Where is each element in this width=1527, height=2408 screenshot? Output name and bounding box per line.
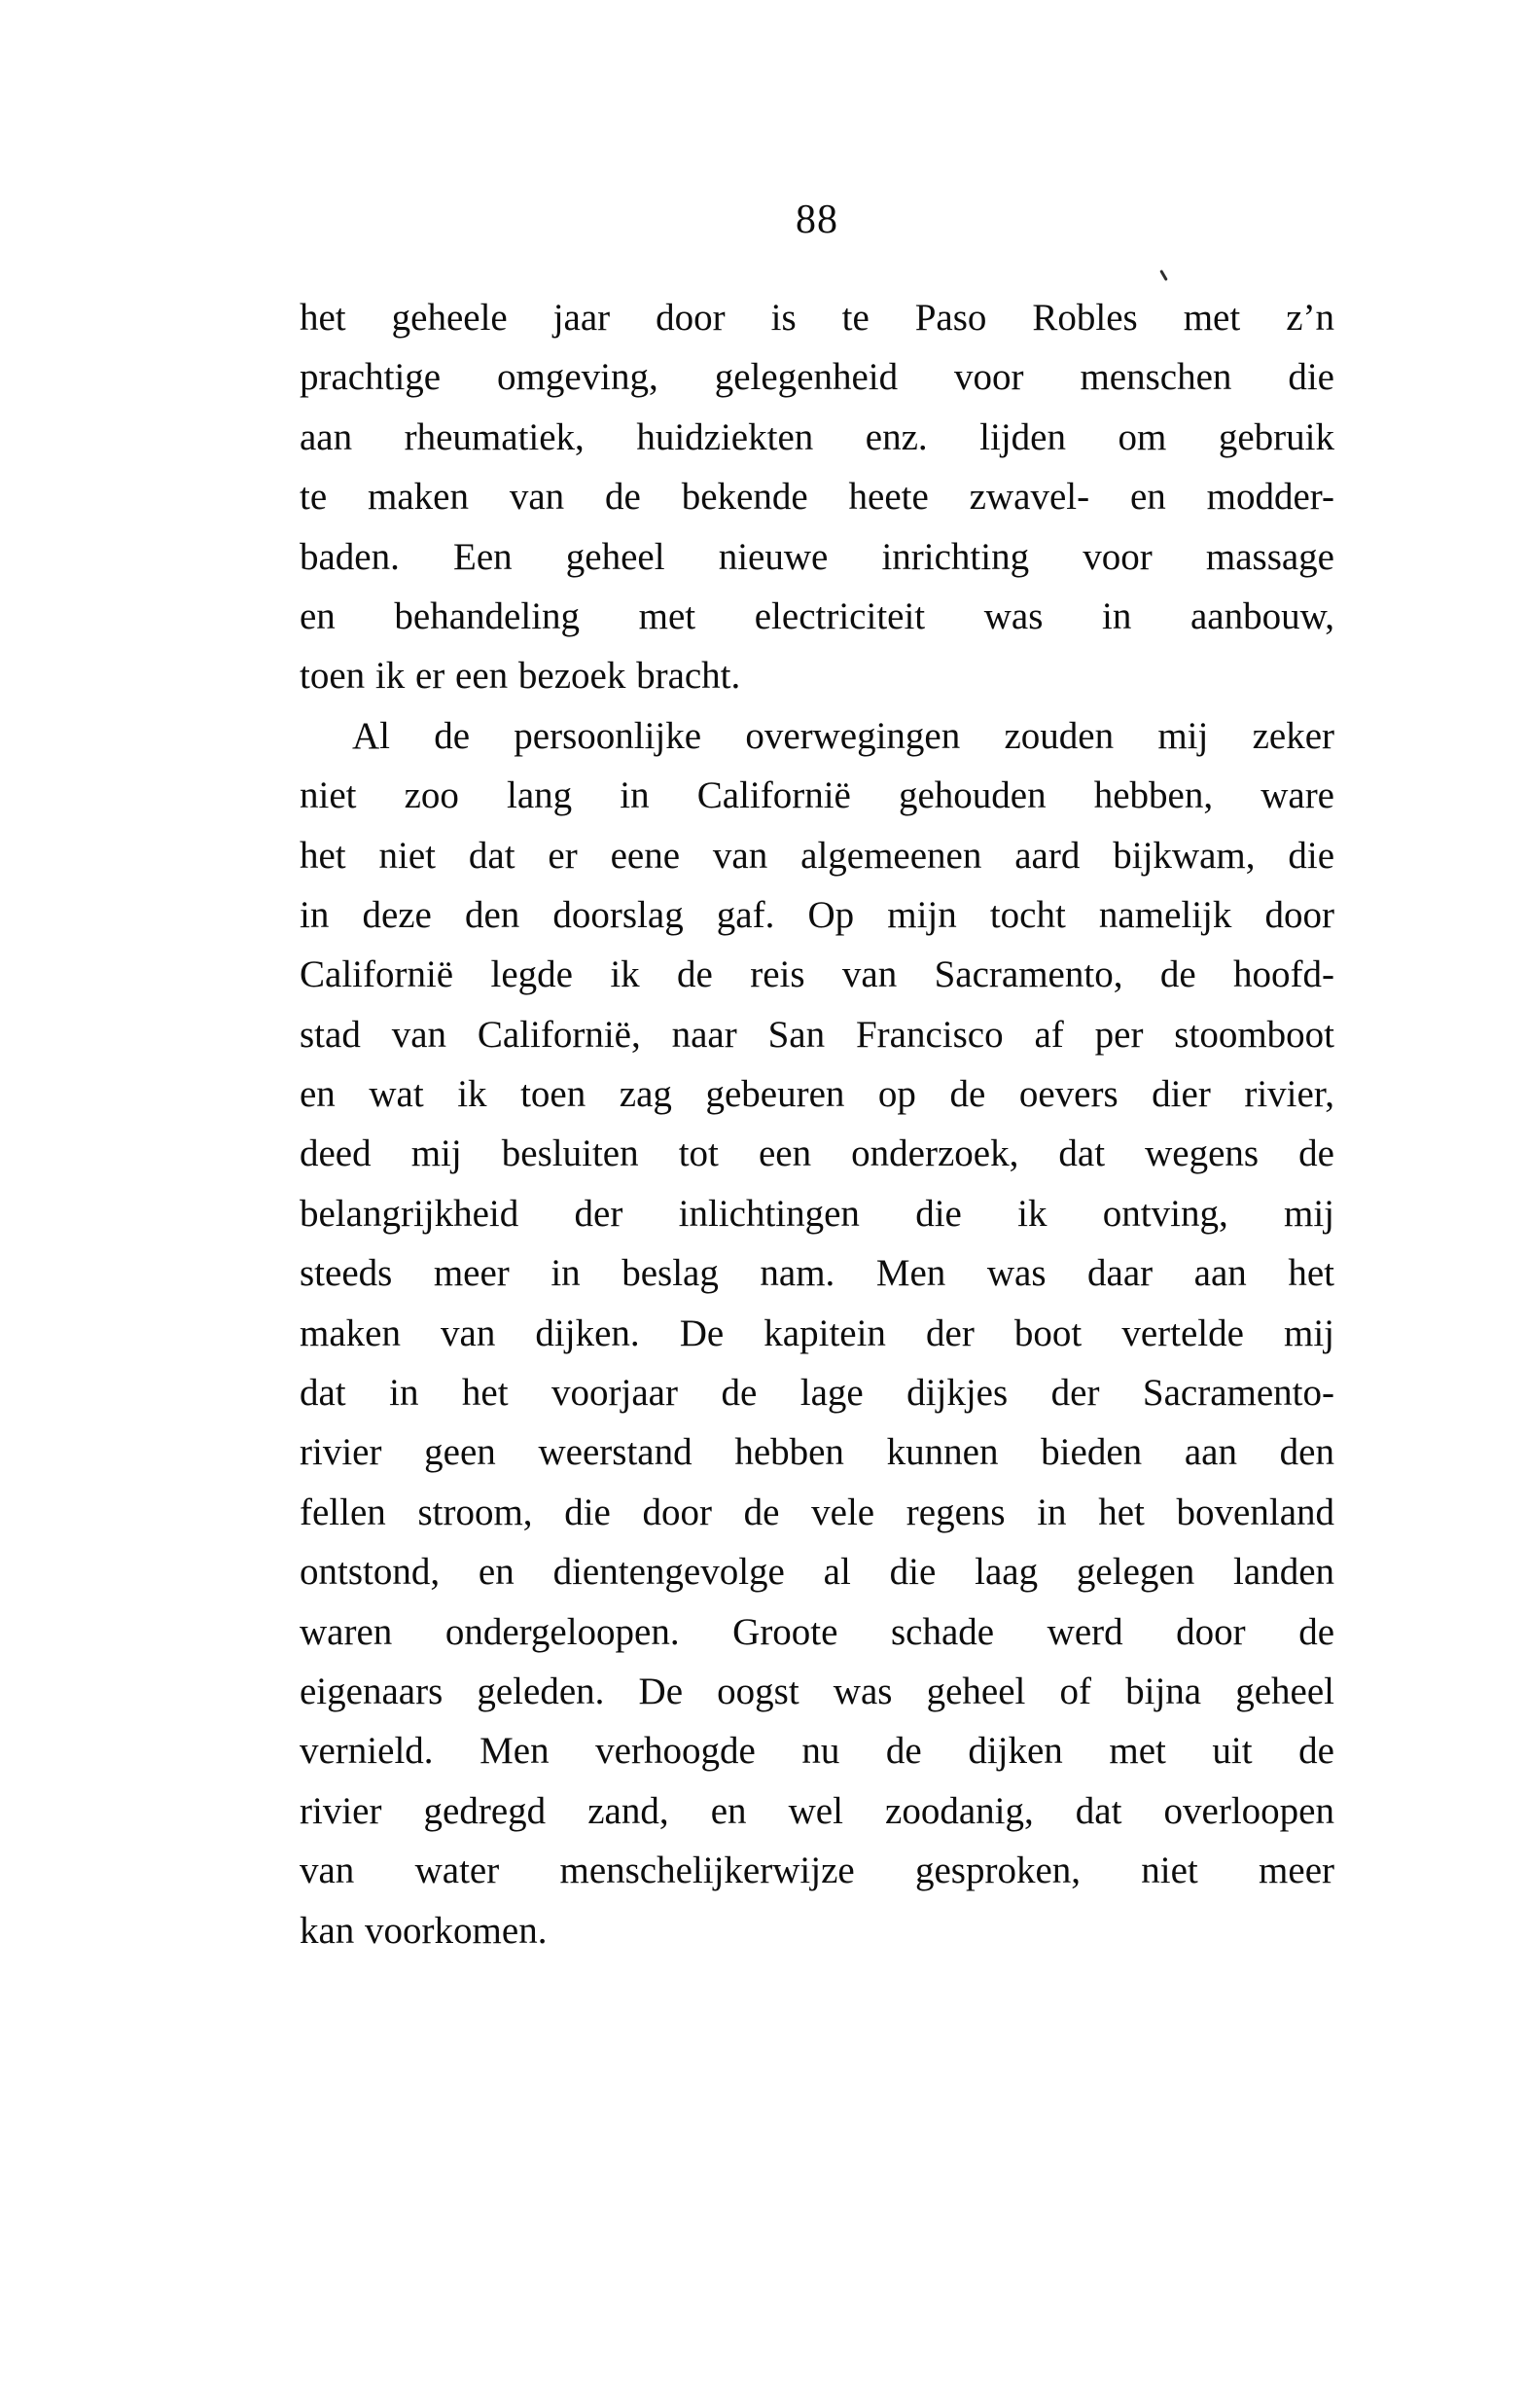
text-line: Californië legde ik de reis van Sacramento, de hoofd- <box>300 953 1334 996</box>
page-number: 88 <box>796 198 838 242</box>
text-line: het niet dat er eene van algemeenen aard bijkwam, die <box>300 834 1334 877</box>
text-line: ontstond, en dientengevolge al die laag gelegen landen <box>300 1551 1334 1594</box>
text-line: kan voorkomen. <box>300 1909 548 1952</box>
text-line: fellen stroom, die door de vele regens in het bovenland <box>300 1491 1334 1533</box>
text-line: maken van dijken. De kapitein der boot vertelde mij <box>300 1312 1334 1354</box>
text-line: rivier gedregd zand, en wel zoodanig, dat overloopen <box>300 1789 1334 1832</box>
paragraph <box>300 706 1334 1960</box>
text-line: prachtige omgeving, gelegenheid voor menschen die <box>300 356 1334 399</box>
text-line: steeds meer in beslag nam. Men was daar aan het <box>300 1252 1334 1295</box>
text-line: vernield. Men verhoogde nu de dijken met uit de <box>300 1730 1334 1773</box>
text-line: belangrijkheid der inlichtingen die ik ontving, mij <box>300 1192 1334 1235</box>
text-line: waren ondergeloopen. Groote schade werd door de <box>300 1610 1334 1653</box>
text-line: van water menschelijkerwijze gesproken, niet meer <box>300 1850 1334 1892</box>
text-line: toen ik er een bezoek bracht. <box>300 655 741 698</box>
body-text <box>300 288 1334 1960</box>
text-line: aan rheumatiek, huidziekten enz. lijden om gebruik <box>300 415 1334 458</box>
text-line: dat in het voorjaar de lage dijkjes der Sacramento- <box>300 1372 1334 1415</box>
text-line: eigenaars geleden. De oogst was geheel of bijna geheel <box>300 1670 1334 1712</box>
text-line: en wat ik toen zag gebeuren op de oevers dier rivier, <box>300 1073 1334 1116</box>
text-line: te maken van de bekende heete zwavel- en modder- <box>300 476 1334 519</box>
text-line: rivier geen weerstand hebben kunnen bieden aan den <box>300 1431 1334 1474</box>
scan-speck-mark <box>1159 270 1168 281</box>
text-line: het geheele jaar door is te Paso Robles met z’n <box>300 297 1334 339</box>
text-line: niet zoo lang in Californië gehouden hebben, ware <box>300 774 1334 817</box>
text-line: stad van Californië, naar San Francisco af per stoomboot <box>300 1013 1334 1056</box>
text-line: in deze den doorslag gaf. Op mijn tocht namelijk door <box>300 893 1334 936</box>
text-line: Al de persoonlijke overwegingen zouden mij zeker <box>352 714 1334 757</box>
text-line: deed mij besluiten tot een onderzoek, dat wegens de <box>300 1132 1334 1175</box>
text-line: baden. Een geheel nieuwe inrichting voor massage <box>300 535 1334 578</box>
text-line: en behandeling met electriciteit was in aanbouw, <box>300 594 1334 637</box>
paragraph <box>300 288 1334 706</box>
